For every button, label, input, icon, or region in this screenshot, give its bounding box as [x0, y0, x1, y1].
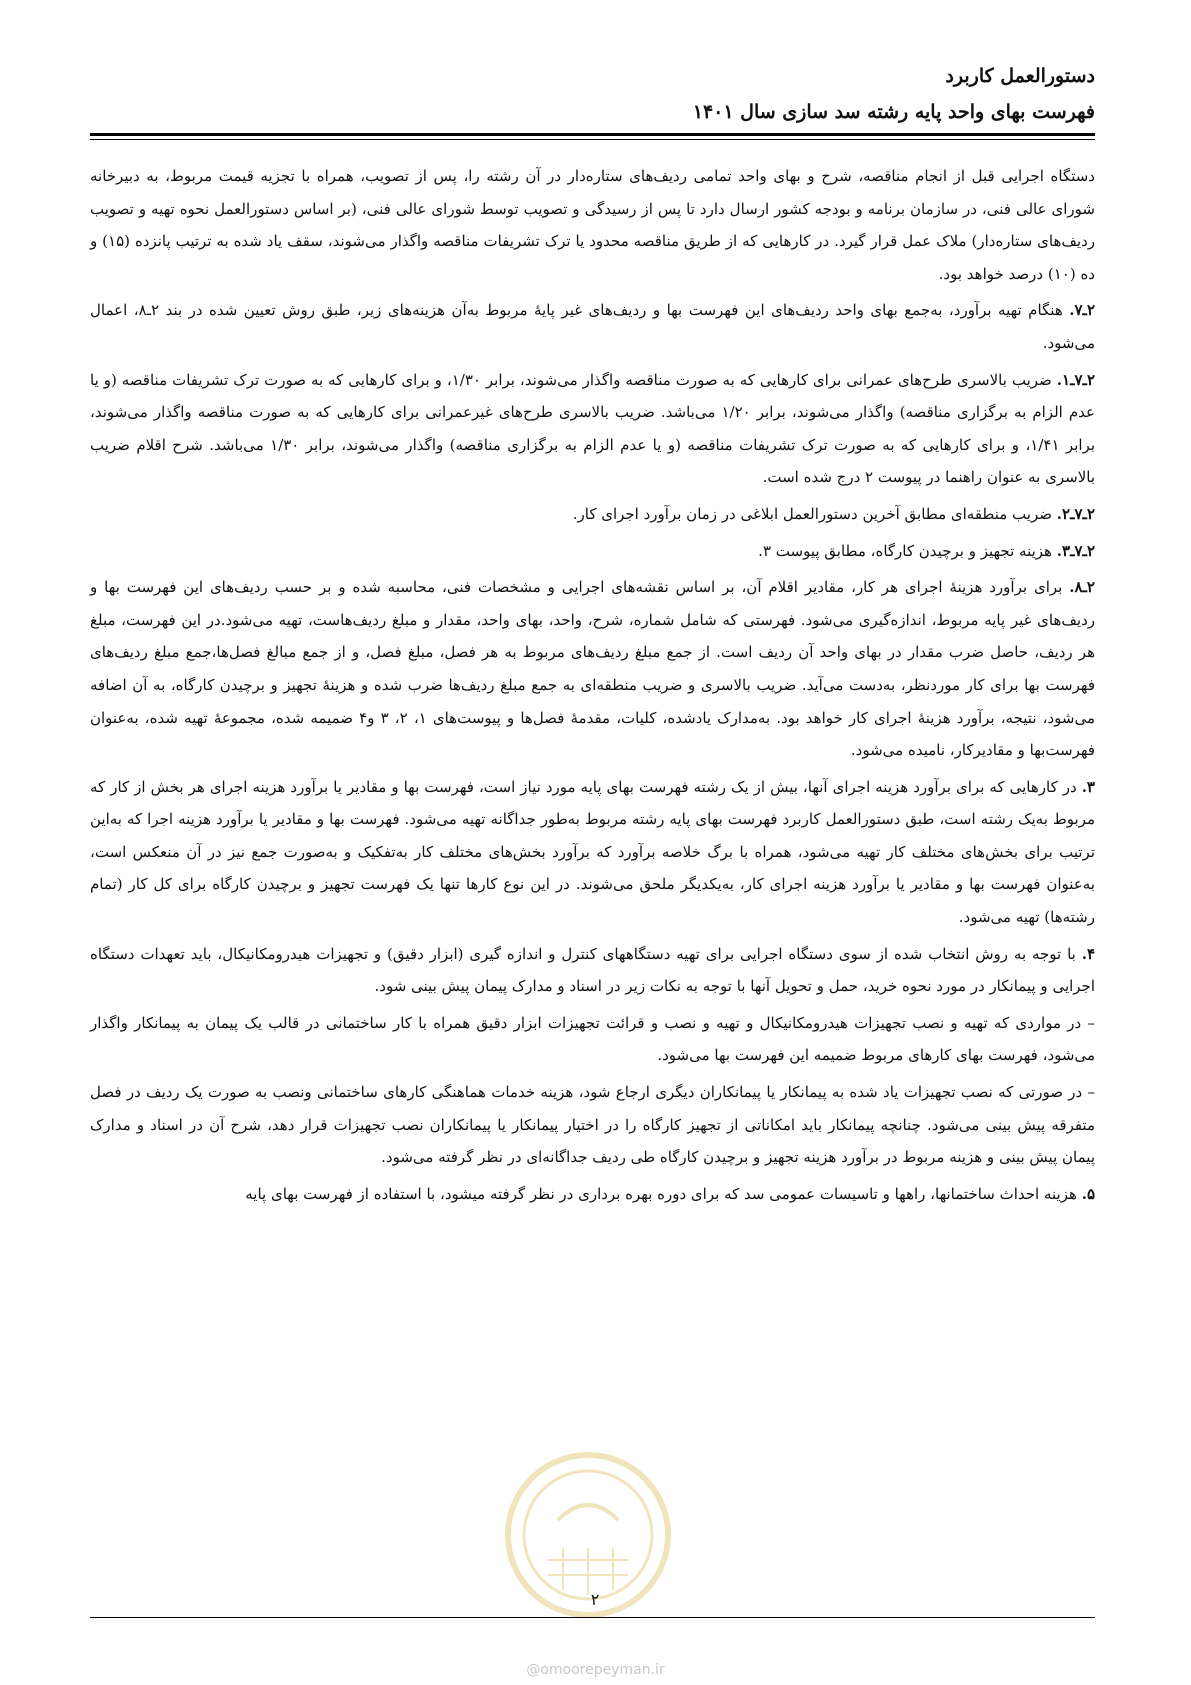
- header-rule-thin: [90, 139, 1095, 140]
- paragraph-text: با توجه به روش انتخاب شده از سوی دستگاه اجرایی برای تهیه دستگاههای کنترل و اندازه گیری (ابزار دقیق) و تجهیزات هیدرومکانیکال، باید تعهدات دستگاه اجرایی و پیمانکار در مورد نحوه خرید، حمل و تحویل آنها با توجه به نکات زیر در اسناد و مدارک پیمان پیش بینی شود.: [90, 944, 1095, 996]
- document-subtitle: فهرست بهای واحد پایه رشته سد سازی سال ۱۴۰۱: [692, 101, 1095, 123]
- paragraph-text: – در مواردی که تهیه و نصب تجهیزات هیدرومکانیکال و تهیه و نصب و قرائت تجهیزات ابزار دقیق همراه با کار ساختمانی در قالب یک پیمان به پیمانکار واگذار می‌شود، فهرست بهای کارهای مربوط ضمیمه این فهرست بها می‌شود.: [90, 1013, 1095, 1065]
- paragraph-number: ۲ـ۷ـ۲.: [1056, 504, 1095, 523]
- paragraph: [90, 771, 1095, 934]
- paragraph: [90, 1178, 1095, 1211]
- paragraph: [90, 1076, 1095, 1174]
- paragraph-text: برای برآورد هزینهٔ اجرای هر کار، مقادیر اقلام آن، بر اساس نقشه‌های اجرایی و مشخصات فنی، محاسبه شده و بر حسب ردیف‌های این فهرست بها و ردیف‌های غیر پایه مربوط، اندازه‌گیری می‌شود. فهرستی که شامل شماره، شرح، واحد، بهای واحد، مقدار و مبلغ ردیف‌هاست، تهیه می‌شود.در این فهرست، مبلغ هر ردیف، حاصل ضرب مقدار در بهای واحد آن ردیف است. از جمع مبلغ ردیف‌های مربوط به هر فصل، مبلغ فصل، و از جمع مبالغ فصل‌ها،جمع مبلغ ردیف‌های فهرست بها برای کار موردنظر، به‌دست می‌آید. ضریب بالاسری و ضریب منطقه‌ای به جمع مبلغ ردیف‌ها ضرب شده و هزینهٔ تجهیز و برچیدن کارگاه، به آن اضافه می‌شود، نتیجه، برآورد هزینهٔ اجرای کار خواهد بود. به‌مدارک یادشده، کلیات، مقدمهٔ فصل‌ها و پیوست‌های ۱، ۲، ۳ و۴ ضمیمه شده، مجموعهٔ تهیه شده، به‌عنوان فهرست‌بها و مقادیرکار، نامیده می‌شود.: [90, 578, 1096, 760]
- paragraph-text: دستگاه اجرایی قبل از انجام مناقصه، شرح و بهای واحد تمامی ردیف‌های ستاره‌دار در آن رشته را، پس از تصویب، همراه با تجزیه قیمت مربوط، به دبیرخانه شورای عالی فنی، در سازمان برنامه و بودجه کشور ارسال دارد تا پس از رسیدگی و تصویب توسط شورای عالی فنی، (بر اساس دستورالعمل نحوه تهیه و تصویب ردیف‌های ستاره‌دار) ملاک عمل قرار گیرد. در کارهایی که از طریق مناقصه محدود یا ترک تشریفات مناقصه واگذار می‌شوند، سقف یاد شده به ترتیب پانزده (۱۵) و ده (۱۰) درصد خواهد بود.: [90, 167, 1095, 283]
- paragraph-number: ۲ـ۸.: [1069, 578, 1095, 597]
- paragraph: [90, 498, 1095, 531]
- paragraph: [90, 938, 1095, 1003]
- paragraph-number: ۴.: [1081, 944, 1095, 963]
- paragraph-text: ضریب منطقه‌ای مطابق آخرین دستورالعمل ابلاغی در زمان برآورد اجرای کار.: [572, 504, 1052, 523]
- paragraph-text: – در صورتی که نصب تجهیزات یاد شده به پیمانکار یا پیمانکاران دیگری ارجاع شود، هزینه خدمات هماهنگی کارهای ساختمانی ونصب به صورت یک ردیف در فصل متفرقه پیش بینی می‌شود. چنانچه پیمانکار باید امکاناتی از تجهیز کارگاه را در اختیار پیمانکار یا پیمانکاران نصب تجهیزات قرار دهد، شرح آن در اسناد و مدارک پیمان پیش بینی و هزینه مربوط در برآورد هزینه تجهیز و برچیدن کارگاه طی ردیف جداگانه‌ای در نظر گرفته می‌شود.: [90, 1083, 1095, 1167]
- footer-rule: [90, 1617, 1095, 1618]
- paragraph: [90, 535, 1095, 568]
- paragraph: [90, 571, 1095, 767]
- paragraph: [90, 364, 1095, 494]
- page-header: [90, 58, 1095, 130]
- document-body: [90, 160, 1095, 1214]
- paragraph-text: ضریب بالاسری طرح‌های عمرانی برای کارهایی که به صورت مناقصه واگذار می‌شوند، برابر ۱/۳۰، و برای کارهایی که به صورت ترک تشریفات مناقصه (و یا عدم الزام به برگزاری مناقصه) واگذار می‌شوند، برابر ۱/۲۰ می‌باشد. ضریب بالاسری طرح‌های غیرعمرانی برای کارهایی که به صورت مناقصه واگذار می‌شوند، برابر ۱/۴۱، و برای کارهایی که به صورت ترک تشریفات مناقصه (و یا عدم الزام به برگزاری مناقصه) واگذار می‌شوند، برابر ۱/۳۰ می‌باشد. شرح اقلام ضریب بالاسری به عنوان راهنما در پیوست ۲ درج شده است.: [90, 370, 1096, 487]
- paragraph: [90, 160, 1095, 290]
- watermark-url: @omoorepeyman.ir: [526, 1662, 665, 1678]
- document-title: دستورالعمل کاربرد: [945, 65, 1095, 87]
- paragraph-number: ۲ـ۷ـ۳.: [1056, 541, 1095, 560]
- paragraph-number: ۵.: [1081, 1184, 1095, 1203]
- paragraph-text: در کارهایی که برای برآورد هزینه اجرای آنها، بیش از یک رشته فهرست بهای پایه مورد نیاز است، فهرست بها و مقادیر یا برآورد هزینه اجرای هر بخش از کار که مربوط به‌یک رشته است، طبق دستورالعمل کاربرد فهرست بهای پایه رشته مربوط به‌طور جداگانه تهیه می‌شود. فهرست بها و مقادیر یا برآورد هزینه اجرا که به‌این ترتیب برای بخش‌های مختلف کار تهیه می‌شود، همراه با برگ خلاصه برآورد که برآورد بخش‌های مختلف کار به‌تفکیک و به‌صورت جمع نیز در آن منعکس است، به‌عنوان فهرست بها و مقادیر یا برآورد هزینه اجرای کار، به‌یکدیگر ملحق می‌شوند. در این نوع کارها تنها یک فهرست تجهیز و برچیدن کارگاه برای کل کار (تمام رشته‌ها) تهیه می‌شود.: [90, 777, 1095, 927]
- paragraph-number: ۲ـ۷ـ۱.: [1056, 370, 1095, 389]
- paragraph-text: هزینه احداث ساختمانها، راهها و تاسیسات عمومی سد که برای دوره بهره برداری در نظر گرفته میشود، با استفاده از فهرست بهای پایه: [245, 1184, 1077, 1203]
- page-number: ۲: [590, 1590, 600, 1609]
- paragraph: [90, 294, 1095, 359]
- paragraph-number: ۳.: [1081, 777, 1095, 796]
- paragraph-text: هزینه تجهیز و برچیدن کارگاه، مطابق پیوست ۳.: [758, 541, 1052, 560]
- paragraph: [90, 1007, 1095, 1072]
- paragraph-text: هنگام تهیه برآورد، به‌جمع بهای واحد ردیف‌های این فهرست بها و ردیف‌های غیر پایهٔ مربوط به‌آن هزینه‌های زیر، طبق روش تعیین شده در بند ۲ـ۸، اعمال می‌شود.: [90, 301, 1095, 352]
- paragraph-number: ۲ـ۷.: [1069, 301, 1095, 320]
- header-rule-thick: [90, 133, 1095, 136]
